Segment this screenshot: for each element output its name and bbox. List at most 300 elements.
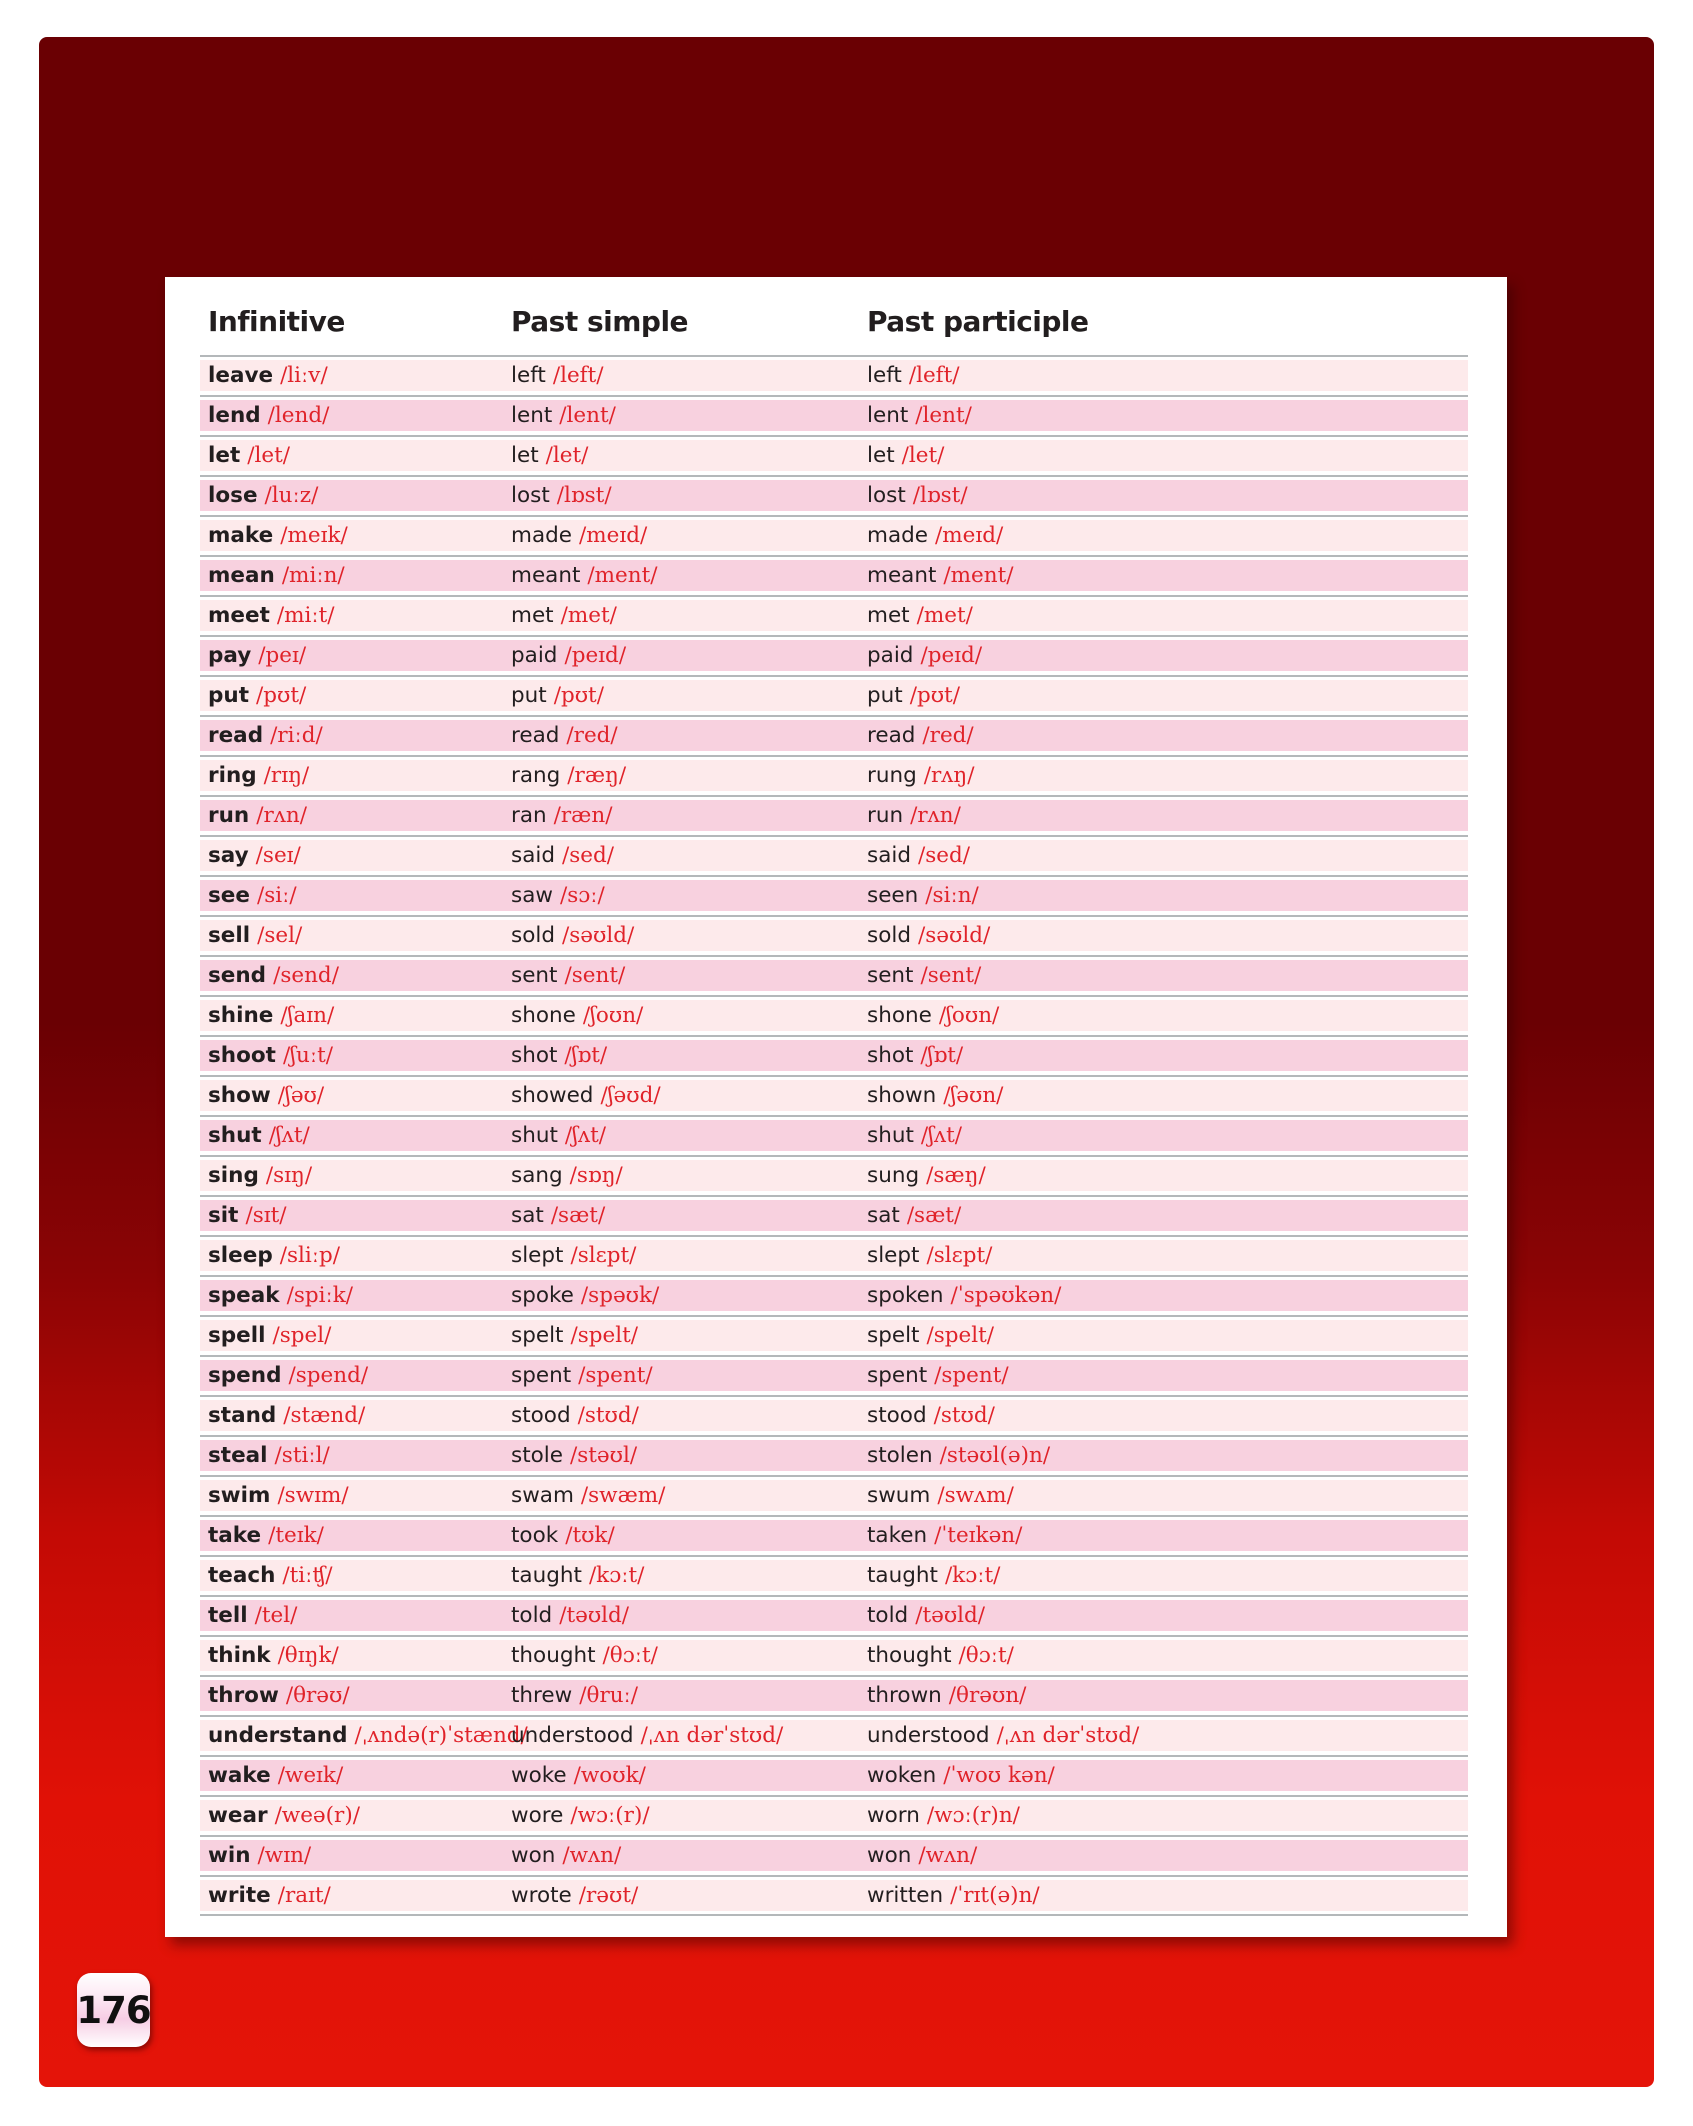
verb-word: lent [511, 403, 553, 428]
verb-word: ring [208, 763, 257, 788]
verb-ipa: /met/ [916, 603, 973, 628]
past-simple-cell [503, 800, 859, 832]
verb-row [200, 1840, 1468, 1871]
verb-word: read [867, 723, 916, 748]
verb-ipa: /slɛpt/ [926, 1243, 993, 1268]
verb-word: said [511, 843, 555, 868]
past-simple-cell [503, 1480, 859, 1512]
verb-ipa: /θrəʊ/ [285, 1683, 350, 1708]
past-simple-cell [503, 1360, 859, 1392]
verb-ipa: /peɪd/ [564, 643, 627, 668]
verb-ipa: /spelt/ [570, 1323, 639, 1348]
verb-ipa: /spend/ [288, 1363, 369, 1388]
verb-ipa: /weə(r)/ [274, 1803, 360, 1828]
past-simple-cell [503, 1880, 859, 1912]
past-simple-cell [503, 1720, 859, 1752]
verb-ipa: /rəʊt/ [578, 1883, 639, 1908]
verb-word: swam [511, 1483, 574, 1508]
verb-ipa: /lent/ [915, 403, 972, 428]
verb-word: wrote [511, 1883, 572, 1908]
past-participle-cell [859, 1880, 1468, 1912]
verb-ipa: /teɪk/ [268, 1523, 324, 1548]
verb-row [200, 760, 1468, 791]
verb-word: run [867, 803, 904, 828]
verb-word: make [208, 523, 274, 548]
past-participle-cell [859, 1320, 1468, 1352]
verb-ipa: /kɔːt/ [588, 1563, 645, 1588]
verb-word: meet [208, 603, 270, 628]
infinitive-cell [200, 520, 503, 552]
past-participle-cell [859, 880, 1468, 912]
past-simple-cell [503, 520, 859, 552]
verb-word: seen [867, 883, 919, 908]
verb-ipa: /red/ [922, 723, 974, 748]
verb-ipa: /siː/ [256, 883, 297, 908]
verb-word: sold [511, 923, 555, 948]
infinitive-cell [200, 1880, 503, 1912]
verb-ipa: /sɒŋ/ [569, 1163, 623, 1188]
verb-word: spelt [867, 1323, 920, 1348]
past-simple-cell [503, 920, 859, 952]
verb-ipa: /sed/ [918, 843, 971, 868]
verb-ipa: /weɪk/ [277, 1763, 344, 1788]
past-simple-cell [503, 960, 859, 992]
past-simple-cell [503, 440, 859, 472]
verb-word: pay [208, 643, 252, 668]
past-participle-cell [859, 360, 1468, 392]
verb-ipa: /swæm/ [580, 1483, 666, 1508]
verb-word: leave [208, 363, 274, 388]
verb-word: let [511, 443, 539, 468]
past-simple-cell [503, 1000, 859, 1032]
verb-ipa: /rʌn/ [256, 803, 307, 828]
infinitive-cell [200, 960, 503, 992]
verb-word: paid [511, 643, 558, 668]
verb-ipa: /let/ [901, 443, 945, 468]
verb-word: left [867, 363, 902, 388]
infinitive-cell [200, 1240, 503, 1272]
verb-word: spent [867, 1363, 928, 1388]
verb-ipa: /ʃɒt/ [920, 1043, 964, 1068]
verb-word: said [867, 843, 911, 868]
past-participle-cell [859, 1360, 1468, 1392]
verb-ipa: /let/ [247, 443, 290, 468]
verb-ipa: /met/ [560, 603, 617, 628]
verb-row [200, 720, 1468, 751]
verb-row [200, 1200, 1468, 1231]
verb-row [200, 560, 1468, 591]
infinitive-cell [200, 1200, 503, 1232]
verb-ipa: /sæŋ/ [926, 1163, 986, 1188]
past-simple-cell [503, 1400, 859, 1432]
verb-word: stood [867, 1403, 927, 1428]
verb-word: told [867, 1603, 909, 1628]
verb-row [200, 1000, 1468, 1031]
past-participle-cell [859, 1440, 1468, 1472]
verb-word: wear [208, 1803, 268, 1828]
past-participle-cell [859, 1840, 1468, 1872]
verb-row [200, 480, 1468, 511]
infinitive-cell [200, 720, 503, 752]
verb-word: woken [867, 1763, 937, 1788]
verb-ipa: /spel/ [272, 1323, 332, 1348]
table-header-row [200, 302, 1468, 342]
verb-word: shone [511, 1003, 576, 1028]
verb-ipa: /left/ [552, 363, 604, 388]
past-participle-cell [859, 1000, 1468, 1032]
verb-ipa: /left/ [908, 363, 960, 388]
verb-ipa: /miːn/ [281, 563, 345, 588]
past-participle-cell [859, 560, 1468, 592]
past-participle-cell [859, 1080, 1468, 1112]
verb-ipa: /swʌm/ [937, 1483, 1014, 1508]
verb-ipa: /wʌn/ [918, 1843, 978, 1868]
verb-ipa: /θɔːt/ [602, 1643, 658, 1668]
past-simple-cell [503, 680, 859, 712]
verb-ipa: /ræn/ [553, 803, 613, 828]
verb-word: paid [867, 643, 914, 668]
verb-ipa: /spəʊk/ [580, 1283, 660, 1308]
verb-word: worn [867, 1803, 920, 1828]
past-simple-cell [503, 1120, 859, 1152]
verb-ipa: /miːt/ [276, 603, 335, 628]
verb-ipa: /sliːp/ [279, 1243, 341, 1268]
infinitive-cell [200, 560, 503, 592]
verb-word: won [511, 1843, 556, 1868]
verb-word: shut [511, 1123, 558, 1148]
verb-word: understood [511, 1723, 634, 1748]
verb-word: sing [208, 1163, 259, 1188]
verb-ipa: /meɪd/ [579, 523, 648, 548]
past-simple-cell [503, 360, 859, 392]
verb-word: told [511, 1603, 553, 1628]
past-participle-cell [859, 1760, 1468, 1792]
infinitive-cell [200, 1040, 503, 1072]
verb-ipa: /send/ [273, 963, 339, 988]
verb-row [200, 920, 1468, 951]
verb-row [200, 1520, 1468, 1551]
verb-word: written [867, 1883, 944, 1908]
verb-word: thought [511, 1643, 596, 1668]
verb-ipa: /rʌn/ [910, 803, 961, 828]
verb-word: saw [511, 883, 553, 908]
verb-word: throw [208, 1683, 279, 1708]
infinitive-cell [200, 1760, 503, 1792]
verb-ipa: /stəʊl/ [570, 1443, 638, 1468]
verb-row [200, 400, 1468, 431]
verb-ipa: /ʃəʊn/ [943, 1083, 1004, 1108]
verb-ipa: /tel/ [254, 1603, 298, 1628]
verb-ipa: /ʃaɪn/ [280, 1003, 335, 1028]
verb-ipa: /stʊd/ [933, 1403, 995, 1428]
verb-ipa: /təʊld/ [915, 1603, 986, 1628]
verb-word: shot [511, 1043, 558, 1068]
verb-ipa: /tʊk/ [565, 1523, 615, 1548]
verb-ipa: /ræŋ/ [567, 763, 627, 788]
verb-word: sit [208, 1203, 239, 1228]
past-simple-cell [503, 1080, 859, 1112]
verb-ipa: /stænd/ [283, 1403, 366, 1428]
verb-word: sell [208, 923, 251, 948]
verb-row [200, 1880, 1468, 1911]
verb-ipa: /woʊk/ [573, 1763, 646, 1788]
verb-ipa: /ʃəʊ/ [277, 1083, 325, 1108]
verb-ipa: /siːn/ [925, 883, 979, 908]
verb-word: made [867, 523, 928, 548]
verb-word: rung [867, 763, 917, 788]
verb-word: lend [208, 403, 261, 428]
past-participle-cell [859, 1520, 1468, 1552]
past-participle-cell [859, 1640, 1468, 1672]
verb-ipa: /ʃəʊd/ [600, 1083, 661, 1108]
past-participle-cell [859, 1240, 1468, 1272]
verb-row [200, 1800, 1468, 1831]
past-simple-cell [503, 1160, 859, 1192]
verb-ipa: /spiːk/ [286, 1283, 354, 1308]
verb-word: spell [208, 1323, 266, 1348]
past-participle-cell [859, 960, 1468, 992]
verb-ipa: /swɪm/ [277, 1483, 349, 1508]
infinitive-cell [200, 1640, 503, 1672]
verb-ipa: /sɪt/ [245, 1203, 287, 1228]
past-participle-cell [859, 680, 1468, 712]
verb-row [200, 1400, 1468, 1431]
past-simple-cell [503, 840, 859, 872]
verb-word: left [511, 363, 546, 388]
verb-row [200, 1240, 1468, 1271]
infinitive-cell [200, 1280, 503, 1312]
verb-ipa: /luːz/ [264, 483, 319, 508]
verb-word: mean [208, 563, 275, 588]
verb-word: spoken [867, 1283, 944, 1308]
verb-word: spoke [511, 1283, 574, 1308]
verb-word: let [208, 443, 241, 468]
past-participle-cell [859, 1200, 1468, 1232]
verb-ipa: /stiːl/ [274, 1443, 330, 1468]
past-simple-cell [503, 1320, 859, 1352]
verb-word: put [511, 683, 547, 708]
verb-word: think [208, 1643, 271, 1668]
past-participle-cell [859, 720, 1468, 752]
verb-word: slept [867, 1243, 920, 1268]
infinitive-cell [200, 1080, 503, 1112]
verb-word: woke [511, 1763, 567, 1788]
verb-word: shine [208, 1003, 274, 1028]
verb-ipa: /wɔː(r)/ [570, 1803, 650, 1828]
verb-ipa: /ʃʌt/ [920, 1123, 963, 1148]
verb-ipa: /pʊt/ [255, 683, 307, 708]
past-participle-cell [859, 920, 1468, 952]
verb-word: see [208, 883, 250, 908]
past-simple-cell [503, 1240, 859, 1272]
verb-row [200, 1560, 1468, 1591]
verb-ipa: /rɪŋ/ [263, 763, 310, 788]
verb-ipa: /kɔːt/ [944, 1563, 1001, 1588]
verb-ipa: /liːv/ [280, 363, 328, 388]
verb-ipa: /riːd/ [270, 723, 323, 748]
verb-row [200, 1440, 1468, 1471]
infinitive-cell [200, 600, 503, 632]
verb-ipa: /meɪk/ [280, 523, 348, 548]
verb-row [200, 1360, 1468, 1391]
infinitive-cell [200, 1120, 503, 1152]
verb-word: showed [511, 1083, 594, 1108]
verb-ipa: /sel/ [257, 923, 303, 948]
verb-word: swim [208, 1483, 271, 1508]
verb-word: sang [511, 1163, 563, 1188]
page-number: 176 [76, 1988, 151, 2032]
verb-ipa: /peɪd/ [920, 643, 983, 668]
verb-ipa: /θɔːt/ [958, 1643, 1014, 1668]
verb-ipa: /ment/ [587, 563, 658, 588]
verb-row [200, 1720, 1468, 1751]
verb-ipa: /pʊt/ [909, 683, 960, 708]
verb-row [200, 360, 1468, 391]
verb-word: lost [511, 483, 550, 508]
past-simple-cell [503, 600, 859, 632]
infinitive-cell [200, 880, 503, 912]
past-simple-cell [503, 1520, 859, 1552]
verb-row [200, 1040, 1468, 1071]
verb-word: taken [867, 1523, 928, 1548]
infinitive-cell [200, 1160, 503, 1192]
verb-word: shone [867, 1003, 932, 1028]
verb-word: shoot [208, 1043, 276, 1068]
verb-row [200, 1120, 1468, 1151]
verb-word: sent [867, 963, 914, 988]
verb-ipa: /ʃoʊn/ [938, 1003, 1000, 1028]
verb-word: spent [511, 1363, 572, 1388]
verb-word: rang [511, 763, 561, 788]
verb-row [200, 1320, 1468, 1351]
verb-row [200, 1480, 1468, 1511]
verb-ipa: /sɔː/ [559, 883, 605, 908]
verb-word: show [208, 1083, 271, 1108]
past-participle-cell [859, 1160, 1468, 1192]
verb-word: let [867, 443, 895, 468]
verb-word: write [208, 1883, 271, 1908]
infinitive-cell [200, 360, 503, 392]
verb-ipa: /ˈwoʊ kən/ [943, 1763, 1055, 1788]
verb-word: swum [867, 1483, 931, 1508]
verb-word: slept [511, 1243, 564, 1268]
infinitive-cell [200, 1400, 503, 1432]
past-participle-cell [859, 640, 1468, 672]
verb-ipa: /meɪd/ [935, 523, 1004, 548]
verb-word: thrown [867, 1683, 942, 1708]
past-simple-cell [503, 1640, 859, 1672]
infinitive-cell [200, 1600, 503, 1632]
header-infinitive: Infinitive [208, 305, 345, 338]
verb-word: lost [867, 483, 906, 508]
past-simple-cell [503, 1760, 859, 1792]
verb-ipa: /sæt/ [550, 1203, 606, 1228]
verb-ipa: /peɪ/ [258, 643, 307, 668]
past-simple-cell [503, 1600, 859, 1632]
infinitive-cell [200, 680, 503, 712]
verb-word: read [511, 723, 560, 748]
verb-ipa: /sæt/ [906, 1203, 962, 1228]
verb-ipa: /stʊd/ [577, 1403, 639, 1428]
verb-word: taught [511, 1563, 582, 1588]
verb-word: spelt [511, 1323, 564, 1348]
verb-word: send [208, 963, 267, 988]
past-simple-cell [503, 560, 859, 592]
verb-word: sent [511, 963, 558, 988]
verb-ipa: /pʊt/ [553, 683, 604, 708]
verb-word: win [208, 1843, 251, 1868]
verb-ipa: /spelt/ [926, 1323, 995, 1348]
verb-ipa: /lent/ [559, 403, 616, 428]
past-participle-cell [859, 1560, 1468, 1592]
verb-ipa: /ˌʌn dərˈstʊd/ [640, 1723, 784, 1748]
verb-row [200, 520, 1468, 551]
past-participle-cell [859, 1680, 1468, 1712]
verb-row [200, 960, 1468, 991]
past-participle-cell [859, 520, 1468, 552]
verb-word: wake [208, 1763, 271, 1788]
verb-word: took [511, 1523, 559, 1548]
past-simple-cell [503, 1800, 859, 1832]
verb-word: meant [867, 563, 937, 588]
verb-word: put [867, 683, 903, 708]
infinitive-cell [200, 840, 503, 872]
verb-rows [200, 360, 1468, 1920]
infinitive-cell [200, 760, 503, 792]
past-simple-cell [503, 400, 859, 432]
verb-ipa: /ʃʌt/ [268, 1123, 310, 1148]
verb-row [200, 440, 1468, 471]
past-simple-cell [503, 1040, 859, 1072]
infinitive-cell [200, 400, 503, 432]
verb-ipa: /sed/ [562, 843, 615, 868]
verb-row [200, 600, 1468, 631]
infinitive-cell [200, 480, 503, 512]
infinitive-cell [200, 1480, 503, 1512]
past-participle-cell [859, 1480, 1468, 1512]
verb-ipa: /sɪŋ/ [265, 1163, 313, 1188]
verb-ipa: /ˌʌndə(r)ˈstænd/ [354, 1723, 528, 1748]
infinitive-cell [200, 1560, 503, 1592]
verb-word: read [208, 723, 264, 748]
verb-word: tell [208, 1603, 248, 1628]
verb-ipa: /θruː/ [579, 1683, 639, 1708]
verb-ipa: /slɛpt/ [570, 1243, 637, 1268]
verb-ipa: /stəʊl(ə)n/ [939, 1443, 1051, 1468]
verb-word: stole [511, 1443, 563, 1468]
past-participle-cell [859, 1280, 1468, 1312]
verb-ipa: /sent/ [564, 963, 626, 988]
verb-ipa: /θɪŋk/ [277, 1643, 339, 1668]
past-simple-cell [503, 640, 859, 672]
past-simple-cell [503, 880, 859, 912]
past-simple-cell [503, 1200, 859, 1232]
infinitive-cell [200, 1440, 503, 1472]
verb-word: shut [867, 1123, 914, 1148]
page-background-panel [39, 37, 1654, 2087]
verb-ipa: /ment/ [943, 563, 1014, 588]
infinitive-cell [200, 1800, 503, 1832]
verb-row [200, 800, 1468, 831]
verb-ipa: /let/ [545, 443, 589, 468]
past-participle-cell [859, 1600, 1468, 1632]
verb-ipa: /spent/ [578, 1363, 653, 1388]
verb-word: made [511, 523, 572, 548]
verb-word: shown [867, 1083, 937, 1108]
verb-ipa: /θrəʊn/ [948, 1683, 1027, 1708]
verb-row [200, 1600, 1468, 1631]
verb-row [200, 640, 1468, 671]
